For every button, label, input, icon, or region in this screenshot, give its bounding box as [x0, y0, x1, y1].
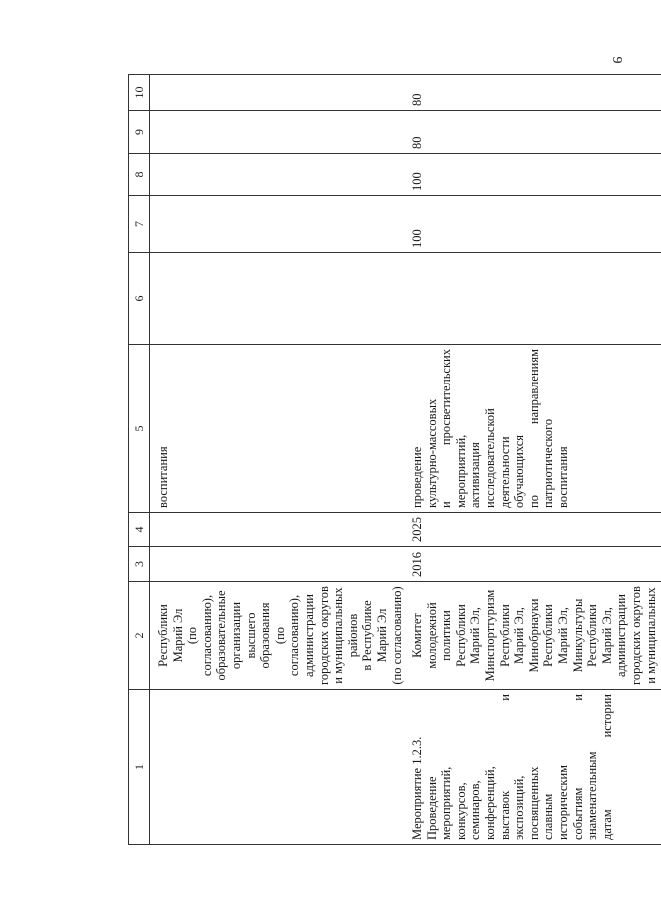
col6-cell	[407, 253, 661, 345]
text-line: конференций,	[483, 766, 498, 840]
measure-responsible-cell	[407, 582, 661, 690]
cont-cell-col1	[150, 690, 408, 845]
text-line	[498, 694, 513, 840]
text-line: в Республике	[360, 600, 375, 671]
header-row	[129, 75, 150, 845]
header-col-6: 6	[129, 253, 150, 345]
rotated-table-frame	[128, 75, 658, 845]
text-line: и муниципальных	[643, 587, 658, 684]
text-line	[527, 349, 542, 508]
text-line: славным	[541, 793, 556, 840]
text-line: (по согласованию)	[389, 586, 404, 685]
text-line: образовательные	[214, 590, 229, 681]
text-line: Комитет молодежной	[410, 602, 439, 669]
text-line: Марий Эл,	[468, 607, 483, 664]
expected-result-cell	[407, 345, 661, 513]
text-word: по	[526, 495, 541, 508]
text-line: обучающихся	[512, 434, 527, 508]
cont-cell-result	[150, 345, 408, 513]
header-col-10: 10	[129, 75, 150, 111]
text-line: Республики	[541, 604, 556, 667]
cont-cell-col3	[150, 547, 408, 582]
value-col10-cell: 80	[407, 75, 661, 111]
text-line: Минобрнауки	[526, 598, 541, 673]
text-word: и	[570, 694, 585, 701]
text-line: мероприятий,	[439, 766, 454, 840]
text-line: посвященных	[526, 766, 541, 840]
text-line: семинаров,	[468, 780, 483, 840]
text-line: Минспорттуризм	[483, 589, 498, 682]
text-line: активизация	[468, 442, 483, 508]
text-line: Марий Эл,	[556, 607, 571, 664]
text-line: проведение	[410, 446, 425, 508]
header-col-7: 7	[129, 196, 150, 253]
value-col9-cell: 80	[407, 111, 661, 154]
text-line: и муниципальных	[331, 587, 346, 684]
text-line: Мероприятие 1.2.3.	[410, 736, 425, 840]
end-year-cell: 2025	[407, 513, 661, 547]
text-line: Республики	[156, 604, 170, 667]
text-line: организации высшего	[228, 601, 258, 670]
text-word: направлениям	[526, 349, 541, 425]
value-col8-cell: 100	[407, 154, 661, 196]
text-line: историческим	[556, 764, 571, 840]
cont-cell-responsible	[150, 582, 408, 690]
text-line: Республики	[497, 604, 512, 667]
header-col-5: 5	[129, 345, 150, 513]
text-line: воспитания	[556, 446, 571, 508]
text-word: и	[439, 501, 454, 508]
text-word: истории	[599, 694, 614, 738]
header-col-2: 2	[129, 582, 150, 690]
text-line	[571, 694, 586, 840]
text-word: и	[497, 694, 512, 701]
cont-cell-col4	[150, 513, 408, 547]
cont-cell-col9	[150, 111, 408, 154]
program-table	[128, 74, 661, 845]
text-line	[439, 349, 454, 508]
text-line: (по согласованию),	[272, 594, 302, 677]
text-line: (по согласованию),	[185, 594, 214, 677]
start-year-cell: 2016	[407, 547, 661, 582]
header-col-4: 4	[129, 513, 150, 547]
value-col7-cell: 100	[407, 196, 661, 253]
cont-cell-col7	[150, 196, 408, 253]
text-line: Проведение	[424, 776, 439, 840]
text-word: просветительских	[439, 349, 454, 446]
text-line: мероприятий,	[453, 434, 468, 508]
cont-cell-col6	[150, 253, 408, 345]
text-line: деятельности	[497, 436, 512, 508]
text-line: знаменательным	[585, 751, 600, 840]
text-line: Марий Эл	[170, 608, 185, 663]
text-line: Марий Эл,	[512, 607, 527, 664]
page-number: 9	[609, 56, 624, 64]
header-col-9: 9	[129, 111, 150, 154]
cont-cell-col10	[150, 75, 408, 111]
text-line: Минкультуры	[570, 598, 585, 673]
text-line: Республики	[585, 604, 600, 667]
text-line: администрации	[614, 594, 629, 677]
cont-result-text: воспитания	[156, 446, 170, 508]
text-line: городских округов	[629, 586, 643, 685]
text-line: администрации	[301, 594, 316, 677]
text-line: районов	[345, 613, 360, 658]
text-line: городских округов	[316, 586, 331, 685]
text-line: культурно-массовых	[424, 398, 439, 508]
continuation-row	[150, 75, 408, 845]
text-line: исследовательской	[483, 408, 498, 508]
text-line: Марий Эл,	[599, 607, 614, 664]
text-word: датам	[599, 809, 614, 840]
header-col-8: 8	[129, 154, 150, 196]
measure-title-cell	[407, 690, 661, 845]
header-col-1: 1	[129, 690, 150, 845]
cont-cell-col8	[150, 154, 408, 196]
text-line	[600, 694, 615, 840]
text-word: событиям	[570, 787, 585, 840]
text-word: выставок	[497, 790, 512, 840]
text-line: образования	[258, 602, 273, 669]
text-line: патриотического	[541, 418, 556, 508]
measure-row-1-2-3	[407, 75, 661, 845]
header-col-3: 3	[129, 547, 150, 582]
text-line: экспозиций,	[512, 775, 527, 840]
text-line: конкурсов,	[453, 782, 468, 840]
text-line: Марий Эл	[374, 608, 389, 663]
text-line: политики Республики	[439, 604, 468, 667]
